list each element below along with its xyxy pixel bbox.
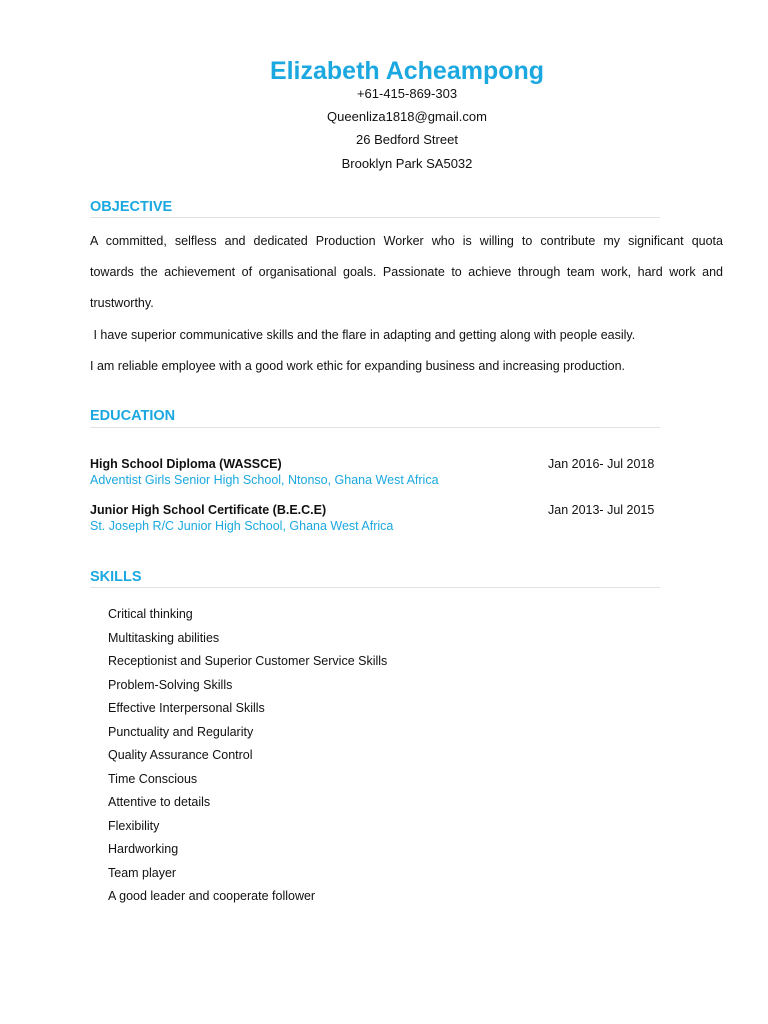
education-school: St. Joseph R/C Junior High School, Ghana West Africa xyxy=(90,519,394,533)
skill-item: Receptionist and Superior Customer Service Skills xyxy=(108,654,388,668)
contact-street: 26 Bedford Street xyxy=(356,132,458,147)
skill-item: Punctuality and Regularity xyxy=(108,724,254,739)
education-dates: Jan 2016- Jul 2018 xyxy=(548,457,655,471)
skill-item: Effective Interpersonal Skills xyxy=(108,701,265,715)
resume-name: Elizabeth Acheampong xyxy=(269,57,545,85)
skills-divider xyxy=(90,587,660,588)
contact-email: Queenliza1818@gmail.com xyxy=(327,109,487,124)
education-dates: Jan 2013- Jul 2015 xyxy=(548,503,655,517)
education-degree: Junior High School Certificate (B.E.C.E) xyxy=(90,503,327,517)
objective-line-3: trustworthy. xyxy=(90,296,154,310)
contact-suburb: Brooklyn Park SA5032 xyxy=(341,156,473,171)
skill-item: Critical thinking xyxy=(108,607,193,621)
objective-line-5: I am reliable employee with a good work ethic for expanding business and increasing production. xyxy=(90,359,626,373)
skill-item: Team player xyxy=(108,865,177,880)
skill-item: Flexibility xyxy=(108,818,160,833)
skill-item: Problem-Solving Skills xyxy=(108,677,233,692)
skills-heading: SKILLS xyxy=(90,569,142,585)
objective-line-1: A committed, selfless and dedicated Production Worker who is willing to contribute my significant quota xyxy=(90,234,723,248)
skill-item: Multitasking abilities xyxy=(108,630,220,645)
objective-divider xyxy=(90,217,660,218)
objective-line-4: I have superior communicative skills and the flare in adapting and getting along with people easily. xyxy=(90,328,636,342)
skill-item: Time Conscious xyxy=(108,771,198,786)
skill-item: Hardworking xyxy=(108,842,179,856)
education-degree: High School Diploma (WASSCE) xyxy=(90,457,282,471)
education-heading: EDUCATION xyxy=(90,408,176,424)
education-school: Adventist Girls Senior High School, Ntonso, Ghana West Africa xyxy=(90,473,439,487)
skills-list xyxy=(108,603,387,909)
skill-item: Attentive to details xyxy=(108,795,211,809)
skill-item: Quality Assurance Control xyxy=(108,748,253,762)
objective-heading: OBJECTIVE xyxy=(90,199,173,215)
contact-phone: +61-415-869-303 xyxy=(356,86,458,101)
education-divider xyxy=(90,427,660,428)
skill-item: A good leader and cooperate follower xyxy=(108,889,316,903)
objective-line-2: towards the achievement of organisational goals. Passionate to achieve through team work, hard work and xyxy=(90,265,723,279)
